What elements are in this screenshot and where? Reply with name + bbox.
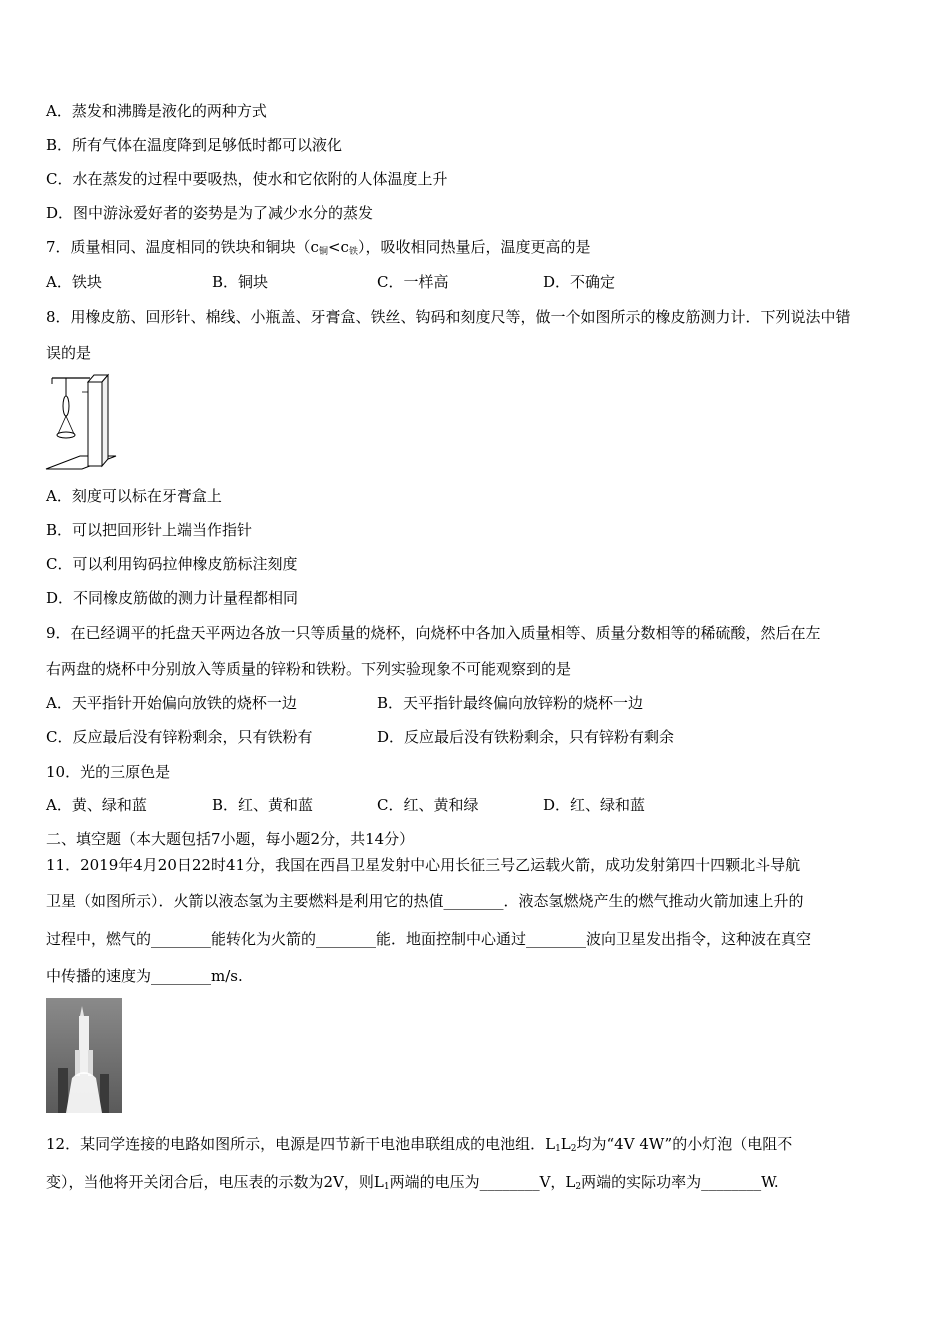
- section-2-heading: 二、填空题（本大题包括7小题，每小题2分，共14分）: [46, 830, 415, 848]
- q11-line2: 卫星（如图所示）．火箭以液态氢为主要燃料是利用它的热值________．液态氢燃烧产生的燃气推动火箭加速上升的: [46, 892, 804, 910]
- rocket-launch-photo: [46, 998, 122, 1113]
- q7-option-c: C．一样高: [377, 273, 449, 291]
- q6-option-c: C．水在蒸发的过程中要吸热，使水和它依附的人体温度上升: [46, 170, 448, 188]
- q11-line1: 11．2019年4月20日22时41分，我国在西昌卫星发射中心用长征三号乙运载火箭，成功发射第四十四颗北斗导航: [46, 856, 801, 874]
- q7-sub-iron: 铁: [348, 247, 358, 257]
- q10-option-d: D．红、绿和蓝: [543, 796, 646, 814]
- q11-line3: 过程中，燃气的________能转化为火箭的________能．地面控制中心通过________波向卫星发出指令，这种波在真空: [46, 930, 812, 948]
- q7-option-d: D．不确定: [543, 273, 616, 291]
- q10-option-a: A．黄、绿和蓝: [46, 796, 147, 814]
- q12-line2: 变），当他将开关闭合后，电压表的示数为2V，则$L_1$两端的电压为________V，$L_2$两端的实际功率为________W.: [46, 1173, 779, 1192]
- q8-option-a: A．刻度可以标在牙膏盒上: [46, 487, 222, 505]
- q10-option-c: C．红、黄和绿: [377, 796, 479, 814]
- q8-stem-line1: 8．用橡皮筋、回形针、棉线、小瓶盖、牙膏盒、铁丝、钩码和刻度尺等，做一个如图所示的橡皮筋测力计．下列说法中错: [46, 308, 851, 326]
- q8-option-c: C．可以利用钩码拉伸橡皮筋标注刻度: [46, 555, 298, 573]
- q12-line1: 12．某同学连接的电路如图所示，电源是四节新干电池串联组成的电池组．$L_1L_2$均为“4V 4W”的小灯泡（电阻不: [46, 1135, 793, 1154]
- q9-option-c: C．反应最后没有锌粉剩余，只有铁粉有: [46, 728, 313, 746]
- q11-line4: 中传播的速度为________m/s.: [46, 967, 243, 985]
- q10-stem: 10．光的三原色是: [46, 763, 171, 781]
- q8-option-b: B．可以把回形针上端当作指针: [46, 521, 253, 539]
- q6-option-d: D．图中游泳爱好者的姿势是为了减少水分的蒸发: [46, 204, 374, 222]
- q9-stem-line1: 9．在已经调平的托盘天平两边各放一只等质量的烧杯，向烧杯中各加入质量相等、质量分数相等的稀硫酸，然后在左: [46, 624, 821, 642]
- q6-option-b: B．所有气体在温度降到足够低时都可以液化: [46, 136, 343, 154]
- q8-stem-line2: 误的是: [46, 344, 92, 362]
- q7-stem: 7．质量相同、温度相同的铁块和铜块$(c_铜<c_铁)$，吸收相同热量后，温度更高的是: [46, 238, 591, 257]
- q9-option-b: B．天平指针最终偏向放锌粉的烧杯一边: [377, 694, 644, 712]
- rubber-band-force-meter-figure: [44, 372, 120, 472]
- q8-option-d: D．不同橡皮筋做的测力计量程都相同: [46, 589, 299, 607]
- q9-option-d: D．反应最后没有铁粉剩余，只有锌粉有剩余: [377, 728, 675, 746]
- q10-option-b: B．红、黄和蓝: [212, 796, 314, 814]
- q9-stem-line2: 右两盘的烧杯中分别放入等质量的锌粉和铁粉。下列实验现象不可能观察到的是: [46, 660, 572, 678]
- q6-option-a: A．蒸发和沸腾是液化的两种方式: [46, 102, 267, 120]
- q7-sub-copper: 铜: [318, 247, 328, 257]
- q9-option-a: A．天平指针开始偏向放铁的烧杯一边: [46, 694, 297, 712]
- q7-option-a: A．铁块: [46, 273, 102, 291]
- q7-option-b: B．铜块: [212, 273, 269, 291]
